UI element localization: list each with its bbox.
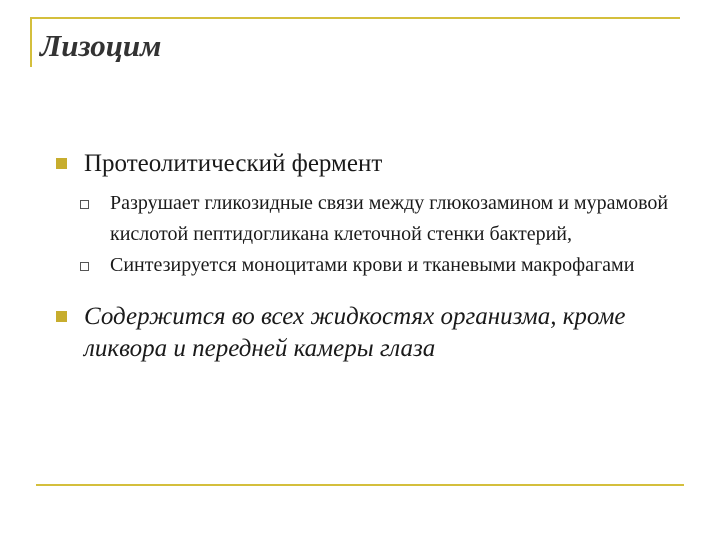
top-rule xyxy=(30,17,680,19)
hollow-square-bullet-icon xyxy=(80,200,89,209)
slide-content xyxy=(56,148,676,365)
hollow-square-bullet-icon xyxy=(80,262,89,271)
square-bullet-icon xyxy=(56,158,67,169)
left-rule xyxy=(30,17,32,67)
bullet-item xyxy=(56,148,676,180)
square-bullet-icon xyxy=(56,311,67,322)
sub-bullet-item xyxy=(80,188,676,250)
bullet-text: Содержится во всех жидкостях организма, кроме ликвора и передней камеры глаза xyxy=(84,303,626,362)
sub-bullet-text: Синтезируется моноцитами крови и тканевыми макрофагами xyxy=(110,254,635,276)
sub-bullet-item xyxy=(80,250,676,281)
bullet-text: Протеолитический фермент xyxy=(84,150,383,177)
bottom-rule xyxy=(36,484,684,486)
slide-title: Лизоцим xyxy=(40,28,162,63)
sub-bullet-text: Разрушает гликозидные связи между глюкозамином и мурамовой кислотой пептидогликана клеточной стенки бактерий, xyxy=(110,192,669,245)
bullet-item xyxy=(56,301,676,365)
